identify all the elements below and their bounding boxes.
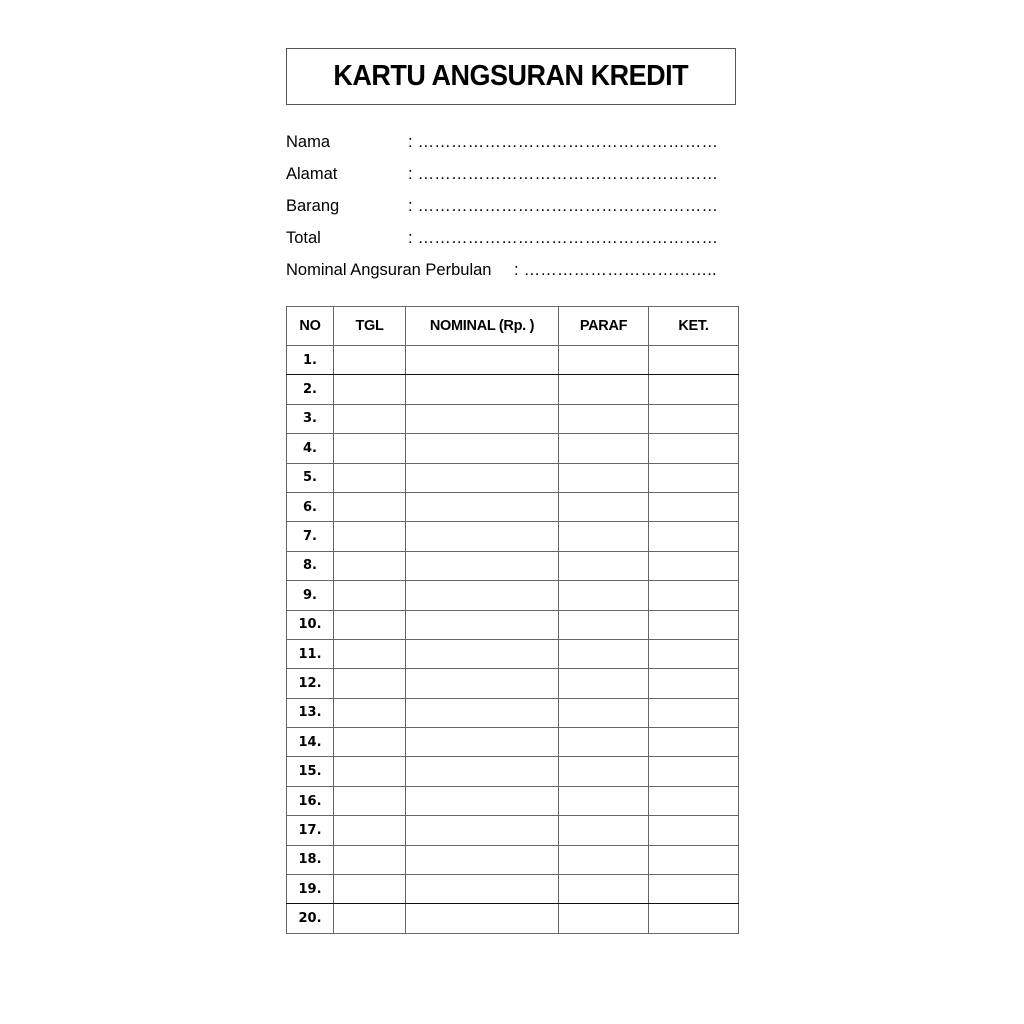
- cell-tgl: [334, 404, 406, 433]
- table-row: [287, 639, 739, 668]
- cell-paraf: [559, 492, 649, 521]
- cell-nominal: [406, 522, 559, 551]
- table-row: [287, 522, 739, 551]
- cell-no: 2.: [287, 375, 334, 404]
- cell-nominal: [406, 786, 559, 815]
- field-value-dotted-line: : ………………………………………………: [408, 165, 719, 183]
- field-value-dotted-line: : ………………………………………………: [408, 197, 719, 215]
- cell-ket: [649, 816, 739, 845]
- table-row: [287, 346, 739, 375]
- cell-no: 5.: [287, 463, 334, 492]
- cell-ket: [649, 698, 739, 727]
- cell-paraf: [559, 434, 649, 463]
- table-row: [287, 669, 739, 698]
- cell-ket: [649, 786, 739, 815]
- cell-ket: [649, 845, 739, 874]
- cell-paraf: [559, 404, 649, 433]
- cell-ket: [649, 346, 739, 375]
- cell-no: 18.: [287, 845, 334, 874]
- cell-nominal: [406, 463, 559, 492]
- cell-nominal: [406, 698, 559, 727]
- cell-ket: [649, 375, 739, 404]
- table-header-row: [287, 307, 739, 346]
- cell-no: 4.: [287, 434, 334, 463]
- cell-nominal: [406, 904, 559, 933]
- cell-nominal: [406, 728, 559, 757]
- cell-tgl: [334, 639, 406, 668]
- cell-no: 15.: [287, 757, 334, 786]
- table-row: [287, 375, 739, 404]
- cell-ket: [649, 522, 739, 551]
- cell-nominal: [406, 669, 559, 698]
- cell-tgl: [334, 551, 406, 580]
- field-alamat: [286, 162, 741, 194]
- cell-ket: [649, 581, 739, 610]
- customer-info-fields: [286, 130, 741, 290]
- cell-ket: [649, 757, 739, 786]
- cell-nominal: [406, 434, 559, 463]
- field-label: Total: [286, 229, 321, 247]
- cell-ket: [649, 904, 739, 933]
- cell-ket: [649, 728, 739, 757]
- cell-tgl: [334, 728, 406, 757]
- cell-paraf: [559, 669, 649, 698]
- field-barang: [286, 194, 741, 226]
- table-row: [287, 434, 739, 463]
- cell-tgl: [334, 492, 406, 521]
- table-body: [287, 346, 739, 934]
- cell-paraf: [559, 816, 649, 845]
- cell-nominal: [406, 875, 559, 904]
- table-row: [287, 492, 739, 521]
- cell-paraf: [559, 728, 649, 757]
- cell-no: 12.: [287, 669, 334, 698]
- cell-paraf: [559, 698, 649, 727]
- column-header-no: NO: [287, 307, 334, 346]
- cell-nominal: [406, 346, 559, 375]
- cell-ket: [649, 875, 739, 904]
- cell-paraf: [559, 845, 649, 874]
- table-row: [287, 698, 739, 727]
- cell-no: 1.: [287, 346, 334, 375]
- cell-no: 8.: [287, 551, 334, 580]
- cell-tgl: [334, 463, 406, 492]
- table-row: [287, 728, 739, 757]
- cell-nominal: [406, 845, 559, 874]
- cell-no: 17.: [287, 816, 334, 845]
- cell-nominal: [406, 610, 559, 639]
- cell-paraf: [559, 757, 649, 786]
- cell-tgl: [334, 610, 406, 639]
- table-row: [287, 463, 739, 492]
- column-header-ket: KET.: [649, 307, 739, 346]
- column-header-paraf: PARAF: [559, 307, 649, 346]
- page-title: KARTU ANGSURAN KREDIT: [333, 60, 689, 92]
- table-row: [287, 757, 739, 786]
- cell-tgl: [334, 375, 406, 404]
- cell-nominal: [406, 404, 559, 433]
- cell-no: 16.: [287, 786, 334, 815]
- cell-nominal: [406, 757, 559, 786]
- field-nama: [286, 130, 741, 162]
- field-label: Alamat: [286, 165, 338, 183]
- cell-ket: [649, 639, 739, 668]
- table-row: [287, 610, 739, 639]
- field-total: [286, 226, 741, 258]
- column-header-tgl: TGL: [334, 307, 406, 346]
- cell-paraf: [559, 786, 649, 815]
- table-row: [287, 816, 739, 845]
- cell-no: 10.: [287, 610, 334, 639]
- cell-tgl: [334, 786, 406, 815]
- cell-tgl: [334, 346, 406, 375]
- cell-paraf: [559, 875, 649, 904]
- cell-tgl: [334, 522, 406, 551]
- table-row: [287, 786, 739, 815]
- cell-tgl: [334, 757, 406, 786]
- field-label: Nominal Angsuran Perbulan: [286, 261, 492, 279]
- table-row: [287, 551, 739, 580]
- cell-tgl: [334, 581, 406, 610]
- cell-paraf: [559, 904, 649, 933]
- cell-nominal: [406, 551, 559, 580]
- cell-nominal: [406, 492, 559, 521]
- field-value-dotted-line: : ………………………………………………: [408, 229, 719, 247]
- cell-nominal: [406, 639, 559, 668]
- cell-ket: [649, 404, 739, 433]
- cell-ket: [649, 551, 739, 580]
- title-box: [286, 48, 736, 105]
- cell-paraf: [559, 346, 649, 375]
- cell-no: 9.: [287, 581, 334, 610]
- cell-no: 7.: [287, 522, 334, 551]
- table-row: [287, 404, 739, 433]
- cell-nominal: [406, 816, 559, 845]
- field-label: Nama: [286, 133, 331, 151]
- cell-paraf: [559, 375, 649, 404]
- cell-paraf: [559, 581, 649, 610]
- cell-tgl: [334, 669, 406, 698]
- cell-tgl: [334, 698, 406, 727]
- cell-tgl: [334, 434, 406, 463]
- cell-no: 19.: [287, 875, 334, 904]
- cell-paraf: [559, 551, 649, 580]
- cell-tgl: [334, 845, 406, 874]
- field-nominal-angsuran-perbulan: [286, 258, 741, 290]
- cell-paraf: [559, 610, 649, 639]
- cell-ket: [649, 463, 739, 492]
- cell-ket: [649, 492, 739, 521]
- cell-no: 20.: [287, 904, 334, 933]
- table-row: [287, 875, 739, 904]
- field-value-dotted-line: : ………………………………………………: [408, 133, 719, 151]
- cell-ket: [649, 434, 739, 463]
- cell-paraf: [559, 463, 649, 492]
- field-label: Barang: [286, 197, 340, 215]
- cell-no: 6.: [287, 492, 334, 521]
- cell-ket: [649, 669, 739, 698]
- cell-nominal: [406, 375, 559, 404]
- cell-ket: [649, 610, 739, 639]
- cell-paraf: [559, 639, 649, 668]
- cell-tgl: [334, 904, 406, 933]
- cell-tgl: [334, 816, 406, 845]
- cell-no: 14.: [287, 728, 334, 757]
- cell-no: 11.: [287, 639, 334, 668]
- cell-paraf: [559, 522, 649, 551]
- installment-table: [286, 306, 739, 934]
- cell-nominal: [406, 581, 559, 610]
- table-row: [287, 904, 739, 933]
- table-row: [287, 845, 739, 874]
- cell-no: 3.: [287, 404, 334, 433]
- cell-tgl: [334, 875, 406, 904]
- table-row: [287, 581, 739, 610]
- cell-no: 13.: [287, 698, 334, 727]
- column-header-nominal: NOMINAL (Rp. ): [406, 307, 559, 346]
- field-value-dotted-line: : ……………………………..: [514, 261, 717, 279]
